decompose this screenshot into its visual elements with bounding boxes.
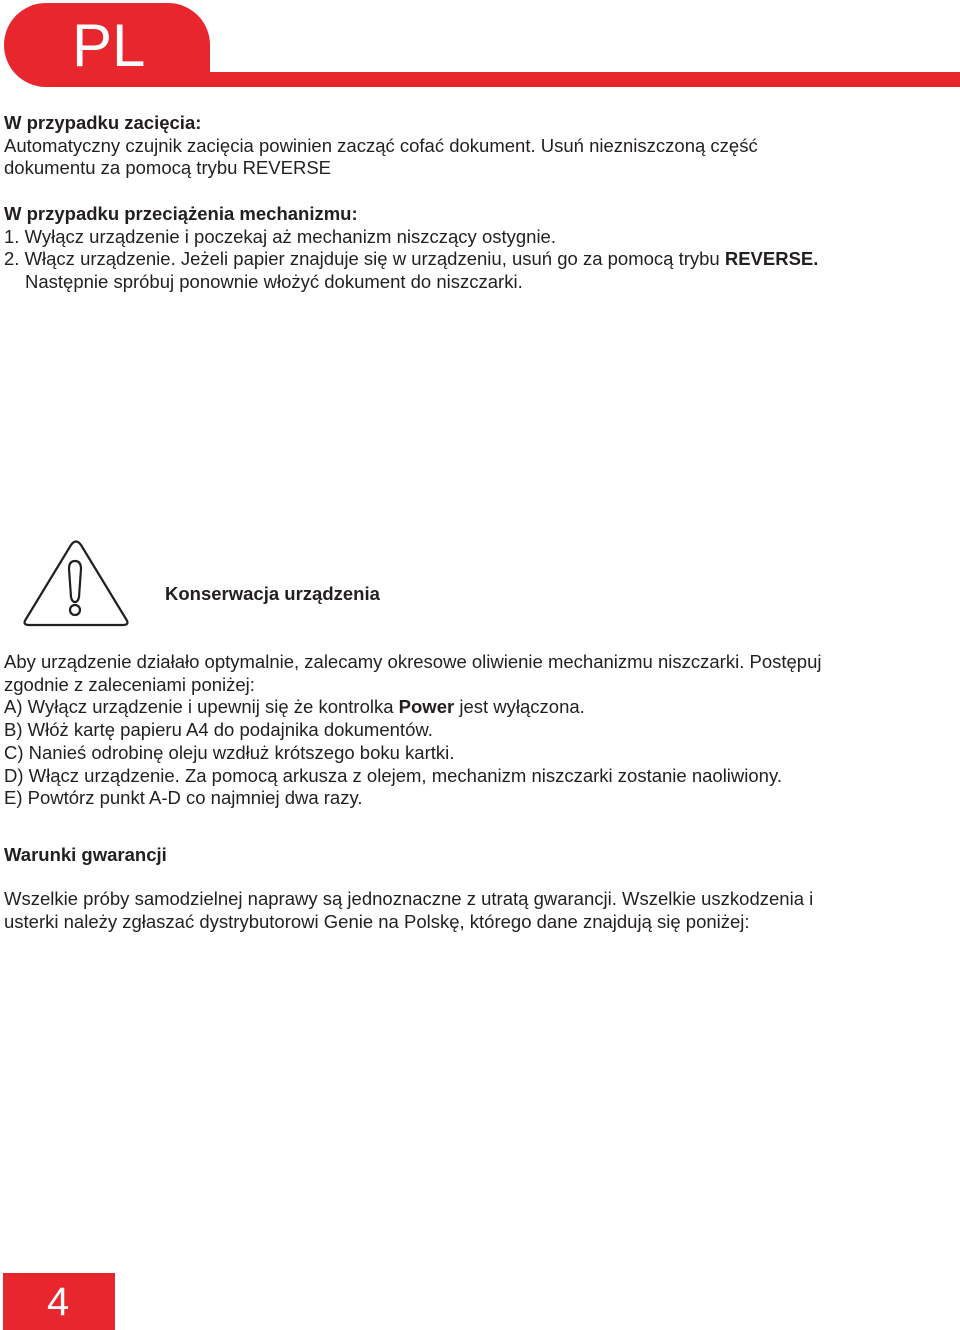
warranty-heading-block bbox=[4, 844, 944, 867]
warranty-section bbox=[4, 888, 944, 933]
maintenance-title: Konserwacja urządzenia bbox=[165, 583, 380, 604]
maintenance-step-e: E) Powtórz punkt A-D co najmniej dwa razy. bbox=[4, 787, 363, 809]
overload-step2 bbox=[4, 248, 944, 271]
jam-heading: W przypadku zacięcia: bbox=[4, 112, 202, 133]
power-label: Power bbox=[398, 696, 455, 718]
overload-step2-text: 2. Włącz urządzenie. Jeżeli papier znajduje się w urządzeniu, usuń go za pomocą trybu bbox=[4, 248, 725, 270]
jam-section bbox=[4, 112, 944, 180]
page-number: 4 bbox=[47, 1280, 70, 1324]
warranty-line2: usterki należy zgłaszać dystrybutorowi Genie na Polskę, którego dane znajdują się poniżej: bbox=[4, 910, 750, 932]
header-bar bbox=[200, 72, 960, 87]
overload-section bbox=[4, 203, 944, 294]
page-number-box bbox=[3, 1273, 115, 1330]
language-tab bbox=[4, 3, 210, 87]
maintenance-step-d: D) Włącz urządzenie. Za pomocą arkusza z olejem, mechanizm niszczarki zostanie naoliwiony. bbox=[4, 764, 782, 786]
overload-step2-continuation: Następnie spróbuj ponownie włożyć dokument do niszczarki. bbox=[25, 271, 523, 293]
jam-text-line1: Automatyczny czujnik zacięcia powinien zacząć cofać dokument. Usuń niezniszczoną część bbox=[4, 134, 758, 156]
overload-step1: 1. Wyłącz urządzenie i poczekaj aż mechanizm niszczący ostygnie. bbox=[4, 225, 556, 247]
step-a-text: A) Wyłącz urządzenie i upewnij się że kontrolka bbox=[4, 696, 399, 718]
warranty-line1: Wszelkie próby samodzielnej naprawy są jednoznaczne z utratą gwarancji. Wszelkie uszkodzenia i bbox=[4, 888, 814, 909]
maintenance-step-b: B) Włóż kartę papieru A4 do podajnika dokumentów. bbox=[4, 719, 433, 741]
warning-triangle-icon bbox=[19, 539, 133, 629]
maintenance-step-c: C) Nanieś odrobinę oleju wzdłuż krótszego boku kartki. bbox=[4, 741, 455, 763]
jam-text-line2: dokumentu za pomocą trybu REVERSE bbox=[4, 157, 331, 179]
warranty-heading: Warunki gwarancji bbox=[4, 844, 167, 865]
overload-heading: W przypadku przeciążenia mechanizmu: bbox=[4, 203, 358, 224]
step-a-text-end: jest wyłączona. bbox=[454, 696, 585, 718]
maintenance-step-a bbox=[4, 696, 944, 719]
reverse-mode-label: REVERSE. bbox=[724, 248, 819, 270]
maintenance-section bbox=[4, 651, 944, 810]
maintenance-intro-line1: Aby urządzenie działało optymalnie, zalecamy okresowe oliwienie mechanizmu niszczarki. Postępuj bbox=[4, 651, 822, 672]
language-code: PL bbox=[72, 12, 146, 79]
maintenance-intro-line2: zgodnie z zaleceniami poniżej: bbox=[4, 673, 255, 695]
